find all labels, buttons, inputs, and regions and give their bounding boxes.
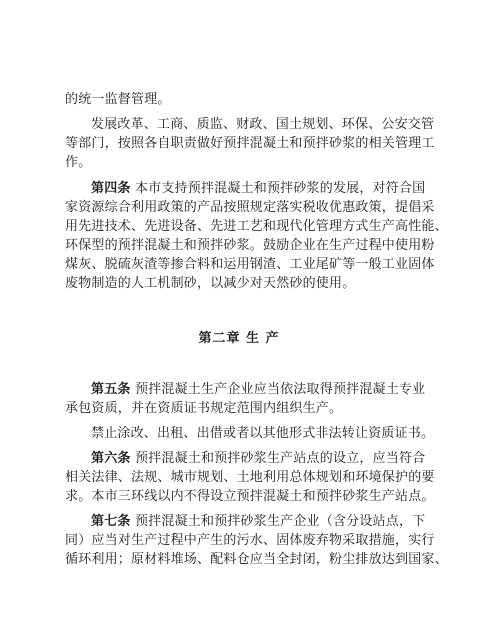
line-text: 用先进技术、先进设备、先进工艺和现代化管理方式生产高性能、 <box>65 219 448 234</box>
line-text: 预拌混凝土和预拌砂浆生产站点的设立，应当符合 <box>130 451 426 466</box>
line-text: 求。本市三环线以内不得设立预拌混凝土和预拌砂浆生产站点。 <box>65 489 435 504</box>
article-4-first-line <box>91 180 426 198</box>
article-5-first-line <box>91 381 426 399</box>
line-text: 家资源综合利用政策的产品按照规定落实税收优惠政策，提倡采 <box>65 200 435 215</box>
line-text: 同）应当对生产过程中产生的污水、固体废弃物采取措施，实行 <box>65 533 435 548</box>
text-line <box>65 469 435 487</box>
text-line <box>65 135 435 153</box>
text-line <box>65 488 435 506</box>
article-number: 第五条 <box>91 382 131 397</box>
line-text: 相关法律、法规、城市规划、土地利用总体规划和环境保护的要 <box>65 470 435 485</box>
line-text: 的统一监督管理。 <box>65 92 171 107</box>
text-line <box>65 400 415 418</box>
text-line <box>65 91 415 109</box>
text-line <box>65 551 448 569</box>
article-number: 第七条 <box>91 514 131 529</box>
text-line <box>65 275 415 293</box>
article-number: 第六条 <box>91 451 131 466</box>
text-line <box>65 237 435 255</box>
line-text: 预拌混凝土生产企业应当依法取得预拌混凝土专业 <box>130 382 426 397</box>
text-line <box>65 256 435 274</box>
line-text: 承包资质，并在资质证书规定范围内组织生产。 <box>65 401 343 416</box>
text-line <box>65 199 435 217</box>
line-text: 煤灰、脱硫灰渣等掺合料和运用钢渣、工业尾矿等一般工业固体 <box>65 257 435 272</box>
line-text: 预拌混凝土和预拌砂浆生产企业（含分设站点，下 <box>130 514 426 529</box>
line-text: 禁止涂改、出租、出借或者以其他形式非法转让资质证书。 <box>91 426 435 441</box>
line-text: 循环利用；原材料堆场、配料仓应当全封闭，粉尘排放达到国家、 <box>65 552 448 567</box>
paragraph-first-line <box>91 425 435 443</box>
paragraph-first-line <box>91 116 435 134</box>
article-7-first-line <box>91 513 426 531</box>
article-number: 第四条 <box>91 181 131 196</box>
line-text: 等部门，按照各自职责做好预拌混凝土和预拌砂浆的相关管理工 <box>65 136 435 151</box>
line-text: 发展改革、工商、质监、财政、国土规划、环保、公安交管 <box>91 117 435 132</box>
text-line <box>65 154 415 172</box>
line-text: 作。 <box>65 155 92 170</box>
line-text: 废物制造的人工机制砂，以减少对天然砂的使用。 <box>65 276 356 291</box>
line-text: 环保型的预拌混凝土和预拌砂浆。鼓励企业在生产过程中使用粉 <box>65 238 435 253</box>
text-line <box>65 532 435 550</box>
chapter-heading: 第二章 生 产 <box>198 331 280 346</box>
line-text: 本市支持预拌混凝土和预拌砂浆的发展，对符合国 <box>130 181 426 196</box>
article-6-first-line <box>91 450 426 468</box>
text-line <box>65 218 448 236</box>
